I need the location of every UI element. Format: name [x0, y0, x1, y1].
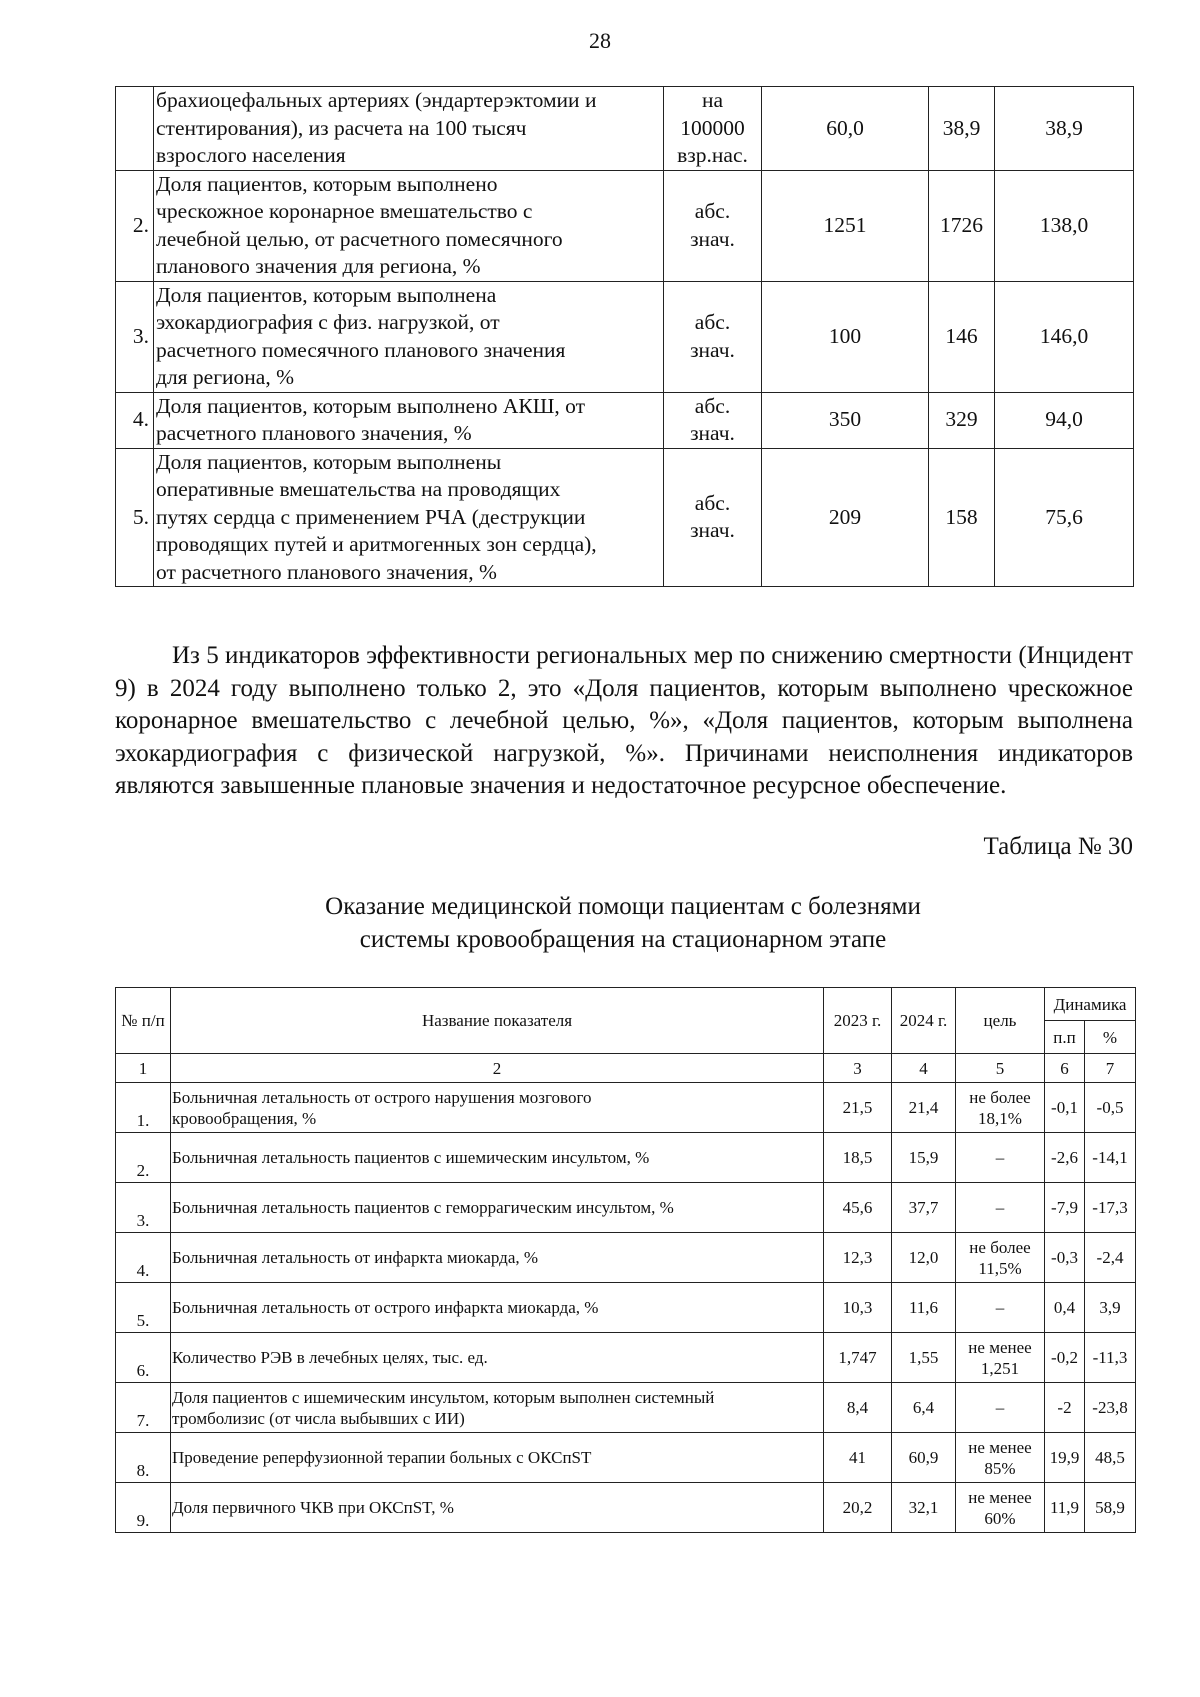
unit	[664, 170, 762, 281]
indicator-name-line: Больничная летальность пациентов с геморрагическим инсультом, %	[172, 1198, 674, 1217]
dynamics-pp: -7,9	[1045, 1183, 1085, 1233]
indicator-name-line: путях сердца с применением РЧА (деструкции	[156, 504, 586, 529]
unit-line: знач.	[690, 518, 735, 543]
row-number: 8.	[116, 1433, 171, 1483]
indicator-name	[171, 1133, 824, 1183]
value-v2: 1726	[929, 170, 995, 281]
goal-line: –	[995, 1398, 1005, 1417]
indicator-name-line: Доля пациентов, которым выполнено	[156, 171, 498, 196]
col-number: 1	[116, 1054, 171, 1083]
dynamics-pct: 58,9	[1085, 1483, 1136, 1533]
value-2024: 15,9	[892, 1133, 956, 1183]
value-v1: 350	[762, 392, 929, 448]
col-number: 3	[824, 1054, 892, 1083]
row-number: 3.	[116, 1183, 171, 1233]
inpatient-care-table	[115, 987, 1136, 1533]
goal-line: 1,251	[980, 1358, 1020, 1378]
indicator-name	[171, 1233, 824, 1283]
value-2023: 8,4	[824, 1383, 892, 1433]
table-row	[116, 392, 1134, 448]
col-number: 5	[956, 1054, 1045, 1083]
indicator-name-line: Доля пациентов с ишемическим инсультом, которым выполнен системный	[172, 1387, 715, 1407]
indicator-name	[171, 1433, 824, 1483]
indicator-name-line: Больничная летальность пациентов с ишемическим инсультом, %	[172, 1148, 650, 1167]
goal	[956, 1333, 1045, 1383]
table-row	[116, 1283, 1136, 1333]
value-2023: 21,5	[824, 1083, 892, 1133]
table-title-line: Оказание медицинской помощи пациентам с болезнями	[325, 893, 921, 920]
indicator-name-line: от расчетного планового значения, %	[156, 559, 497, 584]
dynamics-pct: -14,1	[1085, 1133, 1136, 1183]
unit-line: знач.	[690, 337, 735, 362]
value-v1: 100	[762, 281, 929, 392]
value-2024: 37,7	[892, 1183, 956, 1233]
page-number: 28	[589, 28, 611, 53]
row-number: 9.	[116, 1483, 171, 1533]
indicator-name-line: лечебной целью, от расчетного помесячного	[156, 226, 563, 251]
indicator-name-line: тромболизис (от числа выбывших с ИИ)	[172, 1408, 465, 1428]
table-title-line: системы кровообращения на стационарном этапе	[359, 926, 887, 953]
indicator-name-line: проводящих путей и аритмогенных зон сердца),	[156, 532, 597, 556]
table-row	[116, 1383, 1136, 1433]
table-row	[116, 1233, 1136, 1283]
goal-line: не менее	[968, 1437, 1032, 1457]
row-number: 4.	[116, 392, 154, 448]
table-row	[116, 1133, 1136, 1183]
header-pct: %	[1085, 1021, 1136, 1054]
dynamics-pp: -0,3	[1045, 1233, 1085, 1283]
goal	[956, 1283, 1045, 1333]
dynamics-pct: -23,8	[1085, 1383, 1136, 1433]
col-number: 6	[1045, 1054, 1085, 1083]
value-2024: 11,6	[892, 1283, 956, 1333]
dynamics-pp: 11,9	[1045, 1483, 1085, 1533]
value-v2: 146	[929, 281, 995, 392]
unit-line: на	[701, 88, 724, 112]
value-v3: 138,0	[995, 170, 1134, 281]
indicator-name	[171, 1083, 824, 1133]
indicator-name	[171, 1283, 824, 1333]
value-2023: 45,6	[824, 1183, 892, 1233]
table-row	[116, 1083, 1136, 1133]
table-row	[116, 1483, 1136, 1533]
indicator-name	[154, 392, 664, 448]
value-v2: 329	[929, 392, 995, 448]
table-row	[116, 1333, 1136, 1383]
header-goal: цель	[956, 988, 1045, 1054]
unit	[664, 281, 762, 392]
indicator-name-line: Доля пациентов, которым выполнена	[156, 282, 497, 307]
value-v3: 75,6	[995, 448, 1134, 587]
summary-paragraph: Из 5 индикаторов эффективности региональных мер по снижению смертности (Инцидент 9) в 2024 году выполнено только 2, это «Доля пациентов, которым выполнено чрескожное коронарное вмешательство с лечебной целью, %», «Доля пациентов, которым выполнена эхокардиография с физической нагрузкой, %». Причинами неисполнения индикаторов являются завышенные плановые значения и недостаточное ресурсное обеспечение.	[115, 642, 1133, 799]
indicator-name-line: расчетного планового значения, %	[156, 421, 472, 445]
unit	[664, 448, 762, 587]
row-number: 5.	[116, 448, 154, 587]
indicator-name-line: Доля пациентов, которым выполнены	[156, 449, 502, 474]
indicator-name	[154, 448, 664, 587]
indicator-name-line: Доля пациентов, которым выполнено АКШ, от	[156, 393, 586, 418]
goal-line: –	[995, 1298, 1005, 1317]
table-row	[116, 170, 1134, 281]
goal	[956, 1183, 1045, 1233]
dynamics-pct: -17,3	[1085, 1183, 1136, 1233]
value-2024: 60,9	[892, 1433, 956, 1483]
unit-line: 100000	[680, 115, 745, 140]
indicator-name-line: кровообращения, %	[172, 1108, 317, 1128]
dynamics-pp: -2	[1045, 1383, 1085, 1433]
goal-line: 85%	[984, 1458, 1016, 1478]
header-name: Название показателя	[171, 988, 824, 1054]
indicator-name	[154, 170, 664, 281]
goal	[956, 1233, 1045, 1283]
indicator-name-line: эхокардиография с физ. нагрузкой, от	[156, 310, 500, 334]
table-title	[0, 890, 1200, 956]
goal-line: не более	[969, 1237, 1031, 1257]
header-pp: п.п	[1045, 1021, 1085, 1054]
row-number: 5.	[116, 1283, 171, 1333]
indicator-name-line: стентирования), из расчета на 100 тысяч	[156, 115, 527, 140]
unit-line: абс.	[694, 199, 731, 223]
value-2024: 21,4	[892, 1083, 956, 1133]
value-2023: 41	[824, 1433, 892, 1483]
indicator-name-line: оперативные вмешательства на проводящих	[156, 477, 561, 501]
indicator-name-line: Больничная летальность от острого инфаркта миокарда, %	[172, 1298, 599, 1317]
goal	[956, 1083, 1045, 1133]
value-v2: 38,9	[929, 87, 995, 171]
unit	[664, 87, 762, 171]
value-2024: 1,55	[892, 1333, 956, 1383]
goal-line: 11,5%	[978, 1258, 1022, 1278]
indicator-name	[171, 1383, 824, 1433]
value-2024: 12,0	[892, 1233, 956, 1283]
value-v1: 209	[762, 448, 929, 587]
row-number: 7.	[116, 1383, 171, 1433]
dynamics-pp: 19,9	[1045, 1433, 1085, 1483]
goal	[956, 1483, 1045, 1533]
dynamics-pct: 48,5	[1085, 1433, 1136, 1483]
goal-line: не более	[969, 1087, 1031, 1107]
value-v1: 1251	[762, 170, 929, 281]
goal-line: 60%	[984, 1508, 1016, 1528]
indicator-name-line: Больничная летальность от инфаркта миокарда, %	[172, 1248, 539, 1267]
row-number: 2.	[116, 170, 154, 281]
indicator-name-line: брахиоцефальных артериях (эндартерэктомии и	[156, 88, 597, 112]
row-number	[116, 87, 154, 171]
value-v2: 158	[929, 448, 995, 587]
indicator-name	[171, 1183, 824, 1233]
indicator-name-line: планового значения для региона, %	[156, 254, 481, 278]
unit-line: знач.	[690, 226, 735, 251]
value-v3: 146,0	[995, 281, 1134, 392]
dynamics-pct: -0,5	[1085, 1083, 1136, 1133]
unit	[664, 392, 762, 448]
row-number: 6.	[116, 1333, 171, 1383]
value-2024: 6,4	[892, 1383, 956, 1433]
dynamics-pp: -0,1	[1045, 1083, 1085, 1133]
table-label: Таблица № 30	[983, 833, 1133, 860]
indicator-name-line: Больничная летальность от острого нарушения мозгового	[172, 1087, 592, 1107]
header-num: № п/п	[116, 988, 171, 1054]
goal	[956, 1383, 1045, 1433]
value-2023: 12,3	[824, 1233, 892, 1283]
table-row	[116, 1183, 1136, 1233]
dynamics-pp: 0,4	[1045, 1283, 1085, 1333]
row-number: 4.	[116, 1233, 171, 1283]
indicators-table	[115, 86, 1134, 587]
value-2023: 10,3	[824, 1283, 892, 1333]
table-row	[116, 448, 1134, 587]
indicator-name-line: Доля первичного ЧКВ при ОКСпST, %	[172, 1498, 454, 1517]
indicator-name	[171, 1483, 824, 1533]
value-2023: 1,747	[824, 1333, 892, 1383]
goal-line: не менее	[968, 1487, 1032, 1507]
goal-line: –	[995, 1148, 1005, 1167]
value-v3: 94,0	[995, 392, 1134, 448]
indicator-name-line: взрослого населения	[156, 143, 346, 167]
dynamics-pct: -11,3	[1085, 1333, 1136, 1383]
unit-line: абс.	[694, 310, 731, 334]
row-number: 3.	[116, 281, 154, 392]
indicator-name-line: Количество РЭВ в лечебных целях, тыс. ед.	[172, 1348, 488, 1367]
dynamics-pct: 3,9	[1085, 1283, 1136, 1333]
value-2024: 32,1	[892, 1483, 956, 1533]
unit-line: абс.	[694, 490, 731, 515]
dynamics-pp: -2,6	[1045, 1133, 1085, 1183]
unit-line: знач.	[690, 421, 735, 445]
value-v3: 38,9	[995, 87, 1134, 171]
indicator-name-line: Проведение реперфузионной терапии больных с ОКСпST	[172, 1448, 592, 1467]
dynamics-pct: -2,4	[1085, 1233, 1136, 1283]
row-number: 2.	[116, 1133, 171, 1183]
row-number: 1.	[116, 1083, 171, 1133]
col-number: 4	[892, 1054, 956, 1083]
col-number: 2	[171, 1054, 824, 1083]
indicator-name	[154, 281, 664, 392]
indicator-name-line: расчетного помесячного планового значения	[156, 337, 566, 362]
goal-line: –	[995, 1198, 1005, 1217]
header-2024: 2024 г.	[892, 988, 956, 1054]
goal	[956, 1433, 1045, 1483]
goal	[956, 1133, 1045, 1183]
header-2023: 2023 г.	[824, 988, 892, 1054]
value-v1: 60,0	[762, 87, 929, 171]
unit-line: абс.	[694, 393, 731, 418]
indicator-name	[171, 1333, 824, 1383]
goal-line: 18,1%	[978, 1108, 1022, 1128]
indicator-name-line: чрескожное коронарное вмешательство с	[156, 199, 533, 223]
goal-line: не менее	[968, 1337, 1032, 1357]
indicator-name-line: для региона, %	[156, 365, 295, 389]
indicator-name	[154, 87, 664, 171]
table-row	[116, 87, 1134, 171]
value-2023: 20,2	[824, 1483, 892, 1533]
dynamics-pp: -0,2	[1045, 1333, 1085, 1383]
col-number: 7	[1085, 1054, 1136, 1083]
table-row	[116, 281, 1134, 392]
table-row	[116, 1433, 1136, 1483]
header-dynamics: Динамика	[1045, 988, 1136, 1021]
unit-line: взр.нас.	[677, 143, 748, 167]
value-2023: 18,5	[824, 1133, 892, 1183]
